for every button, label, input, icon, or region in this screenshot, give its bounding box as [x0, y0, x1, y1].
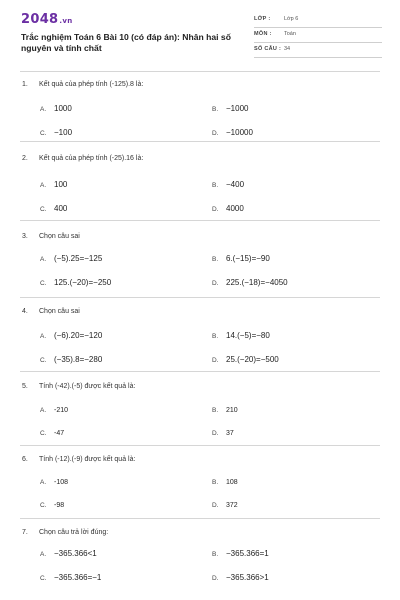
logo-suffix: .vn	[59, 17, 73, 25]
option-a[interactable]	[40, 549, 97, 558]
site-logo[interactable]	[21, 12, 73, 27]
question-text	[22, 233, 80, 240]
option-c[interactable]	[40, 428, 64, 437]
question-3	[0, 233, 400, 293]
option-a[interactable]	[40, 477, 68, 486]
option-c[interactable]	[40, 278, 111, 287]
option-value: −365.366=1	[226, 549, 269, 558]
option-value: 37	[226, 430, 234, 437]
question-prompt: Tính (-12).(-9) được kết quả là:	[39, 456, 136, 463]
option-letter: A.	[40, 256, 47, 263]
meta-class-label: LỚP :	[254, 16, 271, 22]
question-text	[22, 383, 135, 390]
option-value: −400	[226, 180, 245, 189]
option-letter: C.	[40, 130, 47, 137]
option-d[interactable]	[212, 355, 279, 364]
question-text	[22, 529, 108, 536]
question-number: 3.	[22, 233, 28, 240]
option-letter: B.	[212, 479, 219, 486]
meta-count	[254, 45, 382, 58]
option-a[interactable]	[40, 405, 68, 414]
meta-subject-value: Toán	[284, 31, 296, 37]
question-text	[22, 308, 80, 315]
option-value: −365.366>1	[226, 573, 269, 582]
option-value: −365.366=−1	[54, 573, 102, 582]
option-value: 1000	[54, 104, 72, 113]
option-value: 210	[226, 407, 238, 414]
option-d[interactable]	[212, 204, 244, 213]
page-header	[0, 0, 400, 70]
option-value: −10000	[226, 128, 253, 137]
divider	[20, 71, 380, 72]
question-number: 5.	[22, 383, 28, 390]
option-value: (−5).25=−125	[54, 254, 103, 263]
option-a[interactable]	[40, 104, 72, 113]
option-a[interactable]	[40, 254, 102, 263]
option-value: 100	[54, 180, 68, 189]
option-letter: C.	[40, 357, 47, 364]
option-a[interactable]	[40, 180, 67, 189]
option-letter: C.	[40, 502, 47, 509]
option-c[interactable]	[40, 500, 64, 509]
option-c[interactable]	[40, 355, 102, 364]
option-letter: C.	[40, 575, 47, 582]
option-value: −365.366<1	[54, 549, 97, 558]
option-letter: B.	[212, 407, 219, 414]
question-4	[0, 308, 400, 368]
option-letter: A.	[40, 333, 47, 340]
question-6	[0, 456, 400, 516]
option-d[interactable]	[212, 428, 234, 437]
option-value: (−35).8=−280	[54, 355, 103, 364]
question-number: 2.	[22, 155, 28, 162]
option-value: 125.(−20)=−250	[54, 278, 112, 287]
divider	[20, 297, 380, 298]
option-value: -210	[54, 407, 69, 414]
option-letter: A.	[40, 551, 47, 558]
option-value: -98	[54, 502, 65, 509]
question-prompt: Chọn câu trả lời đúng:	[39, 529, 109, 536]
question-text	[22, 81, 143, 88]
question-number: 1.	[22, 81, 28, 88]
option-letter: D.	[212, 357, 219, 364]
divider	[20, 518, 380, 519]
option-letter: A.	[40, 182, 47, 189]
option-b[interactable]	[212, 254, 270, 263]
option-letter: A.	[40, 106, 47, 113]
question-text	[22, 456, 135, 463]
option-c[interactable]	[40, 573, 101, 582]
option-letter: B.	[212, 182, 219, 189]
option-letter: C.	[40, 430, 47, 437]
question-number: 4.	[22, 308, 28, 315]
option-value: 372	[226, 502, 238, 509]
question-number: 6.	[22, 456, 28, 463]
option-letter: B.	[212, 106, 219, 113]
option-letter: B.	[212, 256, 219, 263]
question-prompt: Chọn câu sai	[39, 233, 80, 240]
option-value: 400	[54, 204, 68, 213]
option-b[interactable]	[212, 104, 248, 113]
divider	[20, 371, 380, 372]
option-letter: A.	[40, 479, 47, 486]
question-prompt: Kết quả của phép tính (-125).8 là:	[39, 81, 144, 88]
option-value: 4000	[226, 204, 244, 213]
meta-subject	[254, 30, 382, 43]
question-text	[22, 155, 143, 162]
option-d[interactable]	[212, 278, 288, 287]
option-value: -108	[54, 479, 69, 486]
question-number: 7.	[22, 529, 28, 536]
option-d[interactable]	[212, 128, 253, 137]
divider	[20, 445, 380, 446]
option-value: 225.(−18)=−4050	[226, 278, 288, 287]
meta-count-value: 34	[284, 46, 291, 52]
option-a[interactable]	[40, 331, 102, 340]
option-value: (−6).20=−120	[54, 331, 103, 340]
option-b[interactable]	[212, 331, 270, 340]
option-letter: A.	[40, 407, 47, 414]
question-prompt: Chọn câu sai	[39, 308, 80, 315]
option-d[interactable]	[212, 500, 238, 509]
option-b[interactable]	[212, 405, 238, 414]
question-prompt: Tính (-42).(-5) được kết quả là:	[39, 383, 136, 390]
divider	[20, 220, 380, 221]
option-value: 108	[226, 479, 238, 486]
option-value: -47	[54, 430, 65, 437]
option-c[interactable]	[40, 128, 72, 137]
meta-count-label: SỐ CÂU :	[254, 46, 282, 52]
option-letter: D.	[212, 206, 219, 213]
meta-class	[254, 15, 382, 28]
option-value: −1000	[226, 104, 249, 113]
option-letter: B.	[212, 333, 219, 340]
option-b[interactable]	[212, 477, 238, 486]
option-letter: D.	[212, 575, 219, 582]
divider	[20, 141, 380, 142]
question-7	[0, 529, 400, 591]
option-letter: D.	[212, 280, 219, 287]
option-value: 25.(−20)=−500	[226, 355, 279, 364]
option-b[interactable]	[212, 549, 269, 558]
option-letter: C.	[40, 280, 47, 287]
option-d[interactable]	[212, 573, 269, 582]
option-value: −100	[54, 128, 73, 137]
option-letter: C.	[40, 206, 47, 213]
option-letter: B.	[212, 551, 219, 558]
option-value: 6.(−15)=−90	[226, 254, 270, 263]
option-letter: D.	[212, 430, 219, 437]
option-value: 14.(−5)=−80	[226, 331, 270, 340]
option-letter: D.	[212, 130, 219, 137]
meta-class-value: Lớp 6	[284, 16, 299, 22]
option-c[interactable]	[40, 204, 67, 213]
option-letter: D.	[212, 502, 219, 509]
option-b[interactable]	[212, 180, 244, 189]
question-2	[0, 155, 400, 215]
logo-main: 2048	[21, 12, 59, 27]
page-title: Trắc nghiệm Toán 6 Bài 10 (có đáp án): Nhân hai số nguyên và tính chất	[21, 32, 231, 53]
question-1	[0, 81, 400, 141]
meta-subject-label: MÔN :	[254, 31, 272, 37]
question-5	[0, 383, 400, 443]
question-prompt: Kết quả của phép tính (-25).16 là:	[39, 155, 144, 162]
